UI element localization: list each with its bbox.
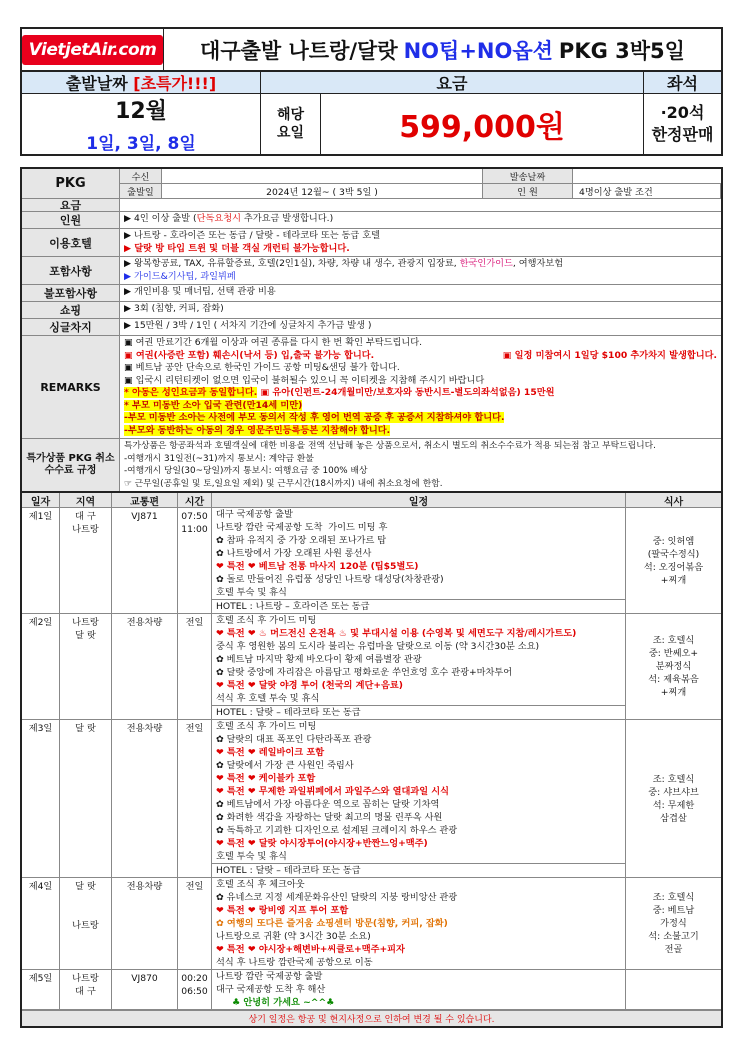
itinerary-header xyxy=(22,493,721,508)
day-cell: 제4일 xyxy=(22,878,60,969)
schedule-line: ❤ 특전 ❤ 랑비엥 지프 투어 포함 xyxy=(216,905,349,916)
schedule-line: ❤ 특전 ❤ 베트남 전통 마사지 120분 (팁$5별도) xyxy=(216,561,419,572)
schedule-line: ✿ 달랏의 대표 폭포인 다탄라폭포 관광 xyxy=(216,734,372,745)
day-cell: 제2일 xyxy=(22,614,60,719)
remarks-row xyxy=(22,336,721,439)
schedule-line: ✿ 달랏 중앙에 자리잡은 아름답고 평화로운 쑤언흐엉 호수 관광+마차투어 xyxy=(216,667,513,678)
price-cell xyxy=(321,94,644,154)
persons-value: ▶ 4인 이상 출발 (단독요청시 추가요금 발생합니다.) xyxy=(124,213,334,224)
excl-key: 불포함사항 xyxy=(22,285,120,301)
schedule-line: ♣ 안녕히 가세요 ~^^♣ xyxy=(216,997,335,1008)
schedule-line: ✿ 유네스코 지정 세계문화유산인 달랏의 지붕 랑비앙산 관광 xyxy=(216,892,458,903)
depart-value: 2024년 12월~ ( 3박 5일 ) xyxy=(162,184,483,198)
itinerary-header-cell: 일정 xyxy=(212,493,626,507)
pkg-label: PKG xyxy=(22,169,120,198)
vietjet-logo xyxy=(22,29,164,70)
time-cell: 전일 xyxy=(178,614,212,719)
schedule-line: ❤ 특전 ❤ 케이블카 포함 xyxy=(216,773,316,784)
hotel-key: 이용호텔 xyxy=(22,229,120,256)
title-notip: NO팁+NO옵션 xyxy=(403,38,553,63)
schedule-line: 호텔 투숙 및 휴식 xyxy=(216,587,287,598)
schedule-line: 석식 후 호텔 투숙 및 휴식 xyxy=(216,693,320,704)
tour-sheet xyxy=(20,27,723,1028)
shop-key: 쇼핑 xyxy=(22,302,120,318)
itinerary-header-cell: 교통편 xyxy=(112,493,178,507)
hotel-line: HOTEL : 달랏 – 테라코타 또는 동급 xyxy=(212,705,625,719)
itinerary-day-row xyxy=(22,720,721,878)
schedule-line: 대구 국제공항 출발 xyxy=(216,509,293,520)
fee-row xyxy=(22,199,721,212)
remarks-key: REMARKS xyxy=(22,336,120,438)
shop-row xyxy=(22,302,721,319)
single-row xyxy=(22,319,721,336)
schedule-line: ❤ 특전 ❤ 달랏 야시장투어(야시장+반짠느엉+맥주) xyxy=(216,838,428,849)
people-key: 인 원 xyxy=(483,184,573,198)
meal-cell: 조: 호텔식 중: 반쎄오+ 분짜정식 석: 제육볶음 +찌개 xyxy=(648,635,699,698)
transport-cell: VJ871 xyxy=(112,508,178,613)
transport-cell: 전용차량 xyxy=(112,614,178,719)
seat-label: 좌석 xyxy=(667,74,698,93)
depart-tag: [초특가!!!] xyxy=(133,74,217,93)
schedule-line: 석식 후 나트랑 깜란국제 공항으로 이동 xyxy=(216,957,373,968)
title-pkg: PKG 3박5일 xyxy=(558,38,685,63)
incl-row xyxy=(22,257,721,285)
itinerary-day-row xyxy=(22,878,721,970)
schedule-line: ✿ 화려한 색감을 자랑하는 달랏 최고의 명물 린푸옥 사원 xyxy=(216,812,443,823)
schedule-line: ✿ 베트남에서 가장 아름다운 역으로 꼽히는 달랏 기차역 xyxy=(216,799,440,810)
itinerary-header-cell: 식사 xyxy=(663,496,684,508)
time-cell: 전일 xyxy=(178,720,212,877)
seat-note: 한정판매 xyxy=(651,125,714,144)
transport-cell: VJ870 xyxy=(112,970,178,1009)
schedule-line: ✿ 달랏에서 가장 큰 사원인 죽림사 xyxy=(216,760,354,771)
itinerary-footer: 상기 일정은 항공 및 현지사정으로 인하여 변경 될 수 있습니다. xyxy=(22,1010,721,1026)
seat-cell xyxy=(644,94,721,154)
send-date-label: 발송날짜 xyxy=(483,169,573,183)
fee-label: 요금 xyxy=(261,72,644,93)
applicable-day-cell xyxy=(261,94,321,154)
depart-month: 12월 xyxy=(115,99,167,124)
applicable-day: 해당 xyxy=(276,107,305,123)
meal-cell xyxy=(626,970,721,1009)
info-table xyxy=(20,167,723,493)
itinerary-header-cell: 시간 xyxy=(178,493,212,507)
schedule-line: 호텔 조식 후 가이드 미팅 xyxy=(216,615,317,626)
schedule-line: ❤ 특전 ❤ 무제한 과일뷔페에서 과일주스와 열대과일 시식 xyxy=(216,786,450,797)
depart-key: 출발일 xyxy=(120,184,162,198)
summary-row xyxy=(20,94,723,156)
schedule-line: 호텔 투숙 및 휴식 xyxy=(216,851,287,862)
page-title xyxy=(164,29,721,70)
schedule-line: ❤ 특전 ❤ 야시장+해변바+씨클로+맥주+피자 xyxy=(216,944,405,955)
seat-count: ·20석 xyxy=(660,103,705,122)
incl-value: ▶ 왕복항공료, TAX, 유류할증료, 호텔(2인1실), 차량, 차량 내 생수, 관광지 입장료, 한국인가이드, 여행자보험 ▶ 가이드&기사팁, 과일뷔페 xyxy=(124,258,564,282)
meal-cell: 조: 호텔식 중: 베트남 가정식 석: 소불고기 전골 xyxy=(648,892,699,955)
time-cell: 07:50 11:00 xyxy=(178,508,212,613)
schedule-line: 중식 후 영원한 봄의 도시라 불리는 유럽마을 달랏으로 이동 (약 3시간30분 소요) xyxy=(216,641,540,652)
schedule-line: 대구 국제공항 도착 후 해산 xyxy=(216,984,326,995)
region-cell: 대 구 나트랑 xyxy=(60,508,112,613)
remarks-value: ▣ 여권 만료기간 6개월 이상과 여권 종류를 다시 한 번 확인 부탁드립니다. ▣ 여권(사증란 포함) 훼손시(낙서 등) 입,출국 불가능 합니다. ▣ 일정 미참여시 1일당 $100 추가차지 발생합니다. ▣ 베트남 공안 단속으로 한국인 가이드 공항 미팅&샌딩 불가 합니다. ▣ 입국시 리턴티켓이 없으면 입국이 불허될수 있으니 꼭 이티켓을 지참해 주시기 바랍니다 * 아동은 성인요금과 동일합니다. ▣ 유아(인펀트-24개월미만/보호자와 동반시트-별도의좌석없음) 15만원 * 부모 미동반 소아 입국 관련(만14세 미만) -부모 미동반 소아는 사전에 부모 동의서 작성 후 영어 번역 공증 후 공증서 지참하셔야 합니다. -부모와 동반하는 아동의 경우 영문주민등록등본 지참해야 합니다. xyxy=(124,337,717,436)
region-cell: 나트랑 달 랏 xyxy=(60,614,112,719)
fee-value xyxy=(120,199,721,211)
schedule-line: 호텔 조식 후 가이드 미팅 xyxy=(216,721,317,732)
itinerary-header-cell: 일자 xyxy=(22,493,60,507)
depart-date-label: 출발날짜 [초특가!!!] xyxy=(22,72,261,93)
cancel-value: 특가상품은 항공좌석과 호텔객실에 대한 비용을 전액 선납해 놓은 상품으로서, 취소시 별도의 취소수수료가 적용 되는점 참고 부탁드립니다. -여행개시 31일전(~31)까지 통보시: 계약금 환불 -여행개시 당일(30~당일)까지 통보시: 여행요금 중 100% 배상 ☞ 근무일(공휴일 및 토,일요일 제외) 및 근무시간(18시까지) 내에 취소요청에 한함. xyxy=(124,441,656,489)
itinerary-day-row xyxy=(22,614,721,720)
title-route: 대구출발 나트랑/달랏 xyxy=(200,38,398,63)
cancel-row xyxy=(22,439,721,491)
day-cell: 제3일 xyxy=(22,720,60,877)
schedule-line: ✿ 여행의 또다른 즐거움 쇼핑센터 방문(침향, 커피, 잡화) xyxy=(216,918,448,929)
schedule-line: ❤ 특전 ❤ 레일바이크 포함 xyxy=(216,747,325,758)
schedule-line: 나트랑 깜란 국제공항 도착 가이드 미팅 후 xyxy=(216,522,388,533)
excl-row xyxy=(22,285,721,302)
depart-days: 1일, 3일, 8일 xyxy=(86,134,196,154)
schedule-cell xyxy=(212,970,626,1009)
hotel-value: ▶ 나트랑 - 호라이즌 또는 동급 / 달랏 - 테라코타 또는 동급 호텔 ▶ 달랏 방 타입 트윈 및 더블 객실 개런티 불가능합니다. xyxy=(124,230,380,254)
itinerary-day-row xyxy=(22,508,721,614)
schedule-line: 호텔 조식 후 체크아웃 xyxy=(216,879,305,890)
single-key: 싱글차지 xyxy=(22,319,120,335)
summary-header xyxy=(20,72,723,94)
recv-label: 수신 xyxy=(120,169,162,183)
time-cell: 전일 xyxy=(178,878,212,969)
schedule-line: 나트랑 깜란 국제공항 출발 xyxy=(216,971,323,982)
excl-value: ▶ 개인비용 및 매너팁, 선택 관광 비용 xyxy=(124,286,276,297)
meal-cell: 조: 호텔식 중: 샤브샤브 석: 무제한 삼겹살 xyxy=(648,773,699,824)
schedule-cell xyxy=(212,720,626,877)
header xyxy=(20,27,723,72)
pkg-row xyxy=(22,169,721,199)
region-cell: 달 랏 xyxy=(60,720,112,877)
time-cell: 00:20 06:50 xyxy=(178,970,212,1009)
persons-row xyxy=(22,212,721,229)
meal-cell: 중: 잇허엠 (팔국수정식) 석: 오징어볶음 +찌개 xyxy=(643,535,704,586)
persons-key: 인원 xyxy=(22,212,120,228)
region-cell: 나트랑 대 구 xyxy=(60,970,112,1009)
depart-date-cell xyxy=(22,94,261,154)
schedule-line: ❤ 특전 ❤ ♨ 머드전신 온전욕 ♨ 및 부대시설 이용 (수영복 및 세면도구 지참/레시가트도) xyxy=(216,628,577,639)
schedule-line: ✿ 참파 유적지 중 가장 오래된 포나가르 탑 xyxy=(216,535,387,546)
people-value: 4명이상 출발 조건 xyxy=(573,184,721,198)
single-value: ▶ 15만원 / 3박 / 1인 ( 서차지 기간에 싱글차지 추가금 발생 ) xyxy=(124,320,372,331)
region-cell: 달 랏 나트랑 xyxy=(60,878,112,969)
recv-value xyxy=(162,169,483,183)
incl-key: 포함사항 xyxy=(22,257,120,284)
schedule-line: 나트랑으로 귀환 (약 3시간 30분 소요) xyxy=(216,931,371,942)
schedule-line: ✿ 베트남 마지막 황제 바오다이 황제 여름별장 관광 xyxy=(216,654,422,665)
applicable-day2: 요일 xyxy=(276,125,305,141)
shop-value: ▶ 3회 (침향, 커피, 잡화) xyxy=(124,303,224,314)
day-cell: 제1일 xyxy=(22,508,60,613)
itinerary-table xyxy=(20,493,723,1028)
logo-text: VietjetAir.com xyxy=(22,35,164,65)
transport-cell: 전용차량 xyxy=(112,878,178,969)
schedule-cell xyxy=(212,878,626,969)
fee-key: 요금 xyxy=(22,199,120,211)
hotel-row xyxy=(22,229,721,257)
transport-cell: 전용차량 xyxy=(112,720,178,877)
schedule-line: ✿ 나트랑에서 가장 오래된 사원 롱선사 xyxy=(216,548,372,559)
day-cell: 제5일 xyxy=(22,970,60,1009)
schedule-cell xyxy=(212,614,626,719)
schedule-cell xyxy=(212,508,626,613)
hotel-line: HOTEL : 나트랑 – 호라이즌 또는 동급 xyxy=(212,599,625,613)
schedule-line: ✿ 독특하고 기괴한 디자인으로 설계된 크레이지 하우스 관광 xyxy=(216,825,458,836)
schedule-line: ✿ 돌로 만들어진 유럽풍 성당인 나트랑 대성당(차창관광) xyxy=(216,574,444,585)
itinerary-day-row xyxy=(22,970,721,1010)
hotel-line: HOTEL : 달랏 – 테라코타 또는 동급 xyxy=(212,863,625,877)
itinerary-header-cell: 지역 xyxy=(60,493,112,507)
schedule-line: ❤ 특전 ❤ 달랏 야경 투어 (천국의 계단+음료) xyxy=(216,680,404,691)
cancel-key: 특가상품 PKG 취소수수료 규정 xyxy=(22,439,120,491)
price: 599,000원 xyxy=(399,110,565,145)
send-date-value xyxy=(573,169,721,183)
